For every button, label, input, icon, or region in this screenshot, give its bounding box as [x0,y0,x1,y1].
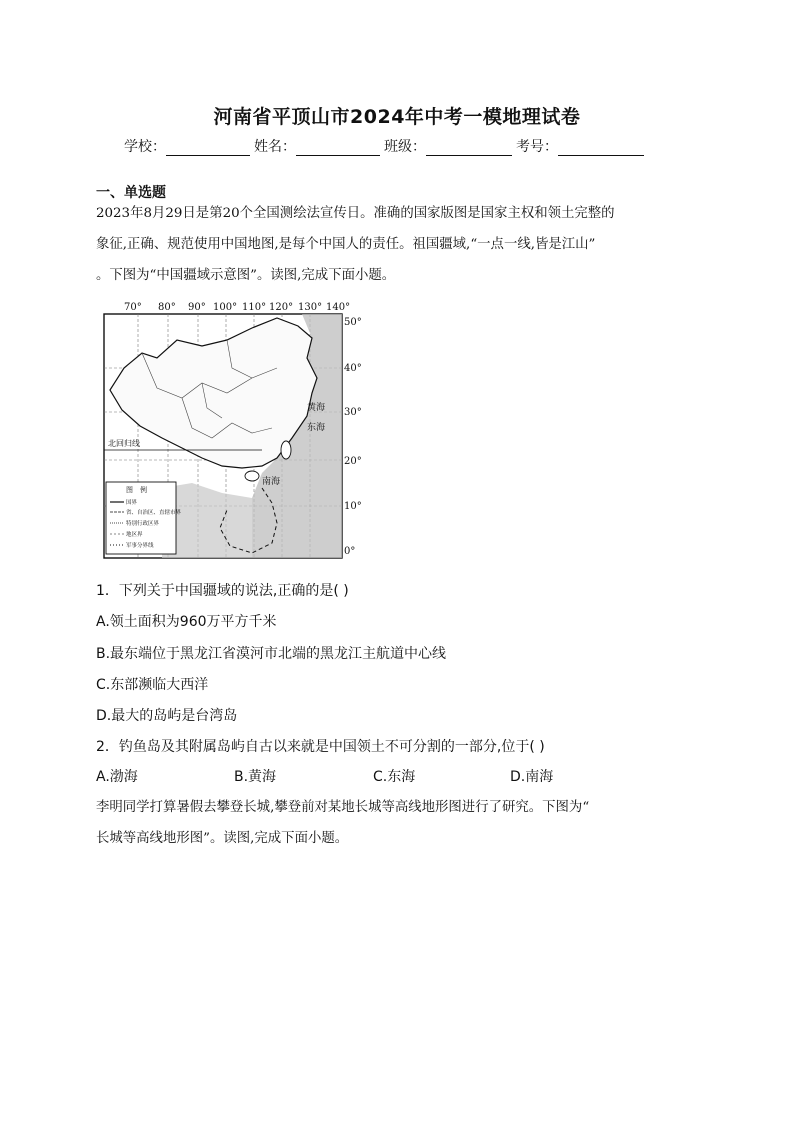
lon-label: 100° [213,302,238,313]
class-label: 班级： [384,139,426,155]
lat-label: 40° [344,363,362,374]
lat-label: 50° [344,317,362,328]
intro-line-2: 象征,正确、规范使用中国地图,是每个中国人的责任。祖国疆域,“一点一线,皆是江山” [96,237,596,252]
lon-label: 110° [242,302,267,313]
exam-no-blank[interactable] [558,140,644,156]
question-2-option-a[interactable]: A.渤海 [96,769,138,785]
intro2-line-1: 李明同学打算暑假去攀登长城,攀登前对某地长城等高线地形图进行了研究。下图为“ [96,800,590,815]
legend-item: 省、自治区、直辖市界 [126,510,182,516]
lon-label: 120° [269,302,294,313]
question-2-stem: 2．钓鱼岛及其附属岛屿自古以来就是中国领土不可分割的一部分,位于( ) [96,739,545,755]
tropic-label: 北回归线 [108,439,140,448]
exam-title: 河南省平顶山市2024年中考一模地理试卷 [213,106,581,128]
legend-title: 图 例 [126,486,147,494]
lon-label: 80° [158,302,176,313]
hainan-island [245,471,259,481]
question-1-option-b[interactable]: B.最东端位于黑龙江省漠河市北端的黑龙江主航道中心线 [96,646,447,662]
intro-line-1: 2023年8月29日是第20个全国测绘法宣传日。准确的国家版图是国家主权和领土完整的 [96,206,615,221]
lon-label: 130° [298,302,323,313]
question-1-option-c[interactable]: C.东部濒临大西洋 [96,677,209,693]
second-intro-paragraph [96,792,700,854]
class-blank[interactable] [426,140,512,156]
intro-paragraph [96,198,700,291]
intro-line-3: 。下图为“中国疆域示意图”。读图,完成下面小题。 [96,268,396,283]
legend-item: 军事分界线 [126,543,154,549]
section-heading: 一、单选题 [96,185,166,201]
lat-label: 20° [344,456,362,467]
map-legend [106,482,182,554]
taiwan-island [281,441,291,459]
lat-label: 30° [344,407,362,418]
name-label: 姓名： [254,139,296,155]
sea-label-yellow: 黄海 [307,403,326,413]
question-1-option-a[interactable]: A.领土面积为960万平方千米 [96,614,277,630]
sea-label-east: 东海 [307,423,326,433]
exam-no-label: 考号： [516,139,558,155]
name-blank[interactable] [296,140,380,156]
legend-item: 特别行政区界 [126,521,160,527]
china-territory-map [102,298,368,560]
lon-label: 140° [326,302,351,313]
sea-label-south: 南海 [262,477,281,487]
lon-label: 90° [188,302,206,313]
lat-label: 0° [344,546,356,557]
question-2-option-b[interactable]: B.黄海 [234,769,277,785]
school-label: 学校： [124,139,166,155]
lat-label: 10° [344,501,362,512]
lon-label: 70° [124,302,142,313]
question-2-option-c[interactable]: C.东海 [373,769,416,785]
student-info-row [124,136,648,156]
legend-item: 国界 [126,500,138,506]
intro2-line-2: 长城等高线地形图”。读图,完成下面小题。 [96,831,349,846]
school-blank[interactable] [166,140,250,156]
question-1-option-d[interactable]: D.最大的岛屿是台湾岛 [96,708,238,724]
legend-item: 地区界 [126,532,143,538]
question-2-option-d[interactable]: D.南海 [510,769,554,785]
question-1-stem: 1．下列关于中国疆域的说法,正确的是( ) [96,583,349,599]
